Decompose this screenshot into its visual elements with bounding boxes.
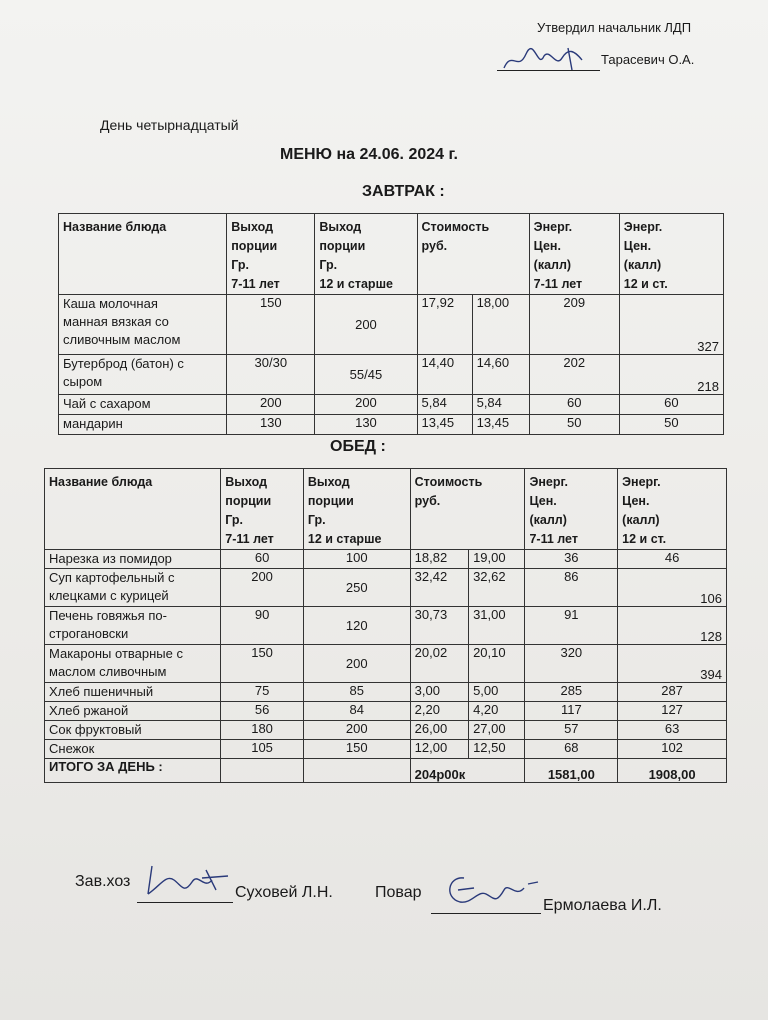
dish-name	[45, 550, 221, 569]
out-young-cell: 56	[221, 702, 304, 721]
energy-young-cell: 91	[525, 607, 618, 645]
header-line: 12 и ст.	[622, 532, 667, 546]
col-out-young-header	[227, 214, 315, 295]
header-line: 7-11 лет	[533, 277, 583, 291]
dish-name-line: Хлеб ржаной	[49, 703, 129, 718]
out-old-cell: 100	[303, 550, 410, 569]
energy-old-cell: 60	[619, 395, 723, 415]
header-line: Энерг.	[533, 220, 573, 234]
dish-name-line: Сок фруктовый	[49, 722, 142, 737]
header-line: 12 и старше	[307, 532, 382, 546]
dish-name-line: Макароны отварные с	[49, 646, 183, 661]
day-label: День четырнадцатый	[100, 117, 239, 133]
table-row	[45, 645, 727, 683]
energy-old-cell: 106	[618, 569, 727, 607]
energy-young-cell: 117	[525, 702, 618, 721]
energy-young-cell: 60	[529, 395, 619, 415]
energy-young-cell: 86	[525, 569, 618, 607]
energy-old-cell: 63	[618, 721, 727, 740]
cost-old-cell: 19,00	[469, 550, 525, 569]
dish-name-line: Хлеб пшеничный	[49, 684, 154, 699]
col-out-old-header	[303, 469, 410, 550]
col-cost-header	[417, 214, 529, 295]
total-row	[45, 759, 727, 783]
dish-name-line: сливочным маслом	[63, 332, 181, 347]
header-line: (калл)	[533, 258, 572, 272]
cost-old-cell: 31,00	[469, 607, 525, 645]
dish-name	[45, 683, 221, 702]
table-row	[45, 702, 727, 721]
col-name-header: Название блюда	[59, 214, 227, 295]
out-young-cell: 60	[221, 550, 304, 569]
dish-name	[59, 395, 227, 415]
out-young-cell: 200	[227, 395, 315, 415]
header-line: порции	[307, 494, 354, 508]
out-young-cell: 180	[221, 721, 304, 740]
cost-young-cell: 2,20	[410, 702, 468, 721]
cost-young-cell: 30,73	[410, 607, 468, 645]
header-line: порции	[319, 239, 366, 253]
lunch-heading: ОБЕД :	[330, 438, 386, 455]
total-energy-young: 1581,00	[525, 759, 618, 783]
dish-name	[45, 569, 221, 607]
header-line: порции	[225, 494, 272, 508]
cost-old-cell: 18,00	[472, 295, 529, 355]
cost-young-cell: 14,40	[417, 355, 472, 395]
out-old-cell: 200	[303, 645, 410, 683]
dish-name	[45, 702, 221, 721]
energy-young-cell: 202	[529, 355, 619, 395]
header-line: (калл)	[623, 258, 662, 272]
dish-name-line: манная вязкая со	[63, 314, 169, 329]
out-old-cell: 55/45	[315, 355, 417, 395]
header-row	[45, 469, 727, 550]
out-young-cell: 75	[221, 683, 304, 702]
storekeeper-signature-icon	[140, 860, 235, 900]
cost-old-cell: 5,00	[469, 683, 525, 702]
col-energy-old-header	[618, 469, 727, 550]
breakfast-heading: ЗАВТРАК :	[362, 183, 445, 200]
lunch-table	[44, 468, 727, 783]
energy-old-cell: 394	[618, 645, 727, 683]
energy-old-cell: 102	[618, 740, 727, 759]
header-line: 7-11 лет	[529, 532, 578, 546]
out-young-cell: 105	[221, 740, 304, 759]
header-line: Гр.	[231, 258, 249, 272]
dish-name-line: Суп картофельный с	[49, 570, 175, 585]
breakfast-table	[58, 213, 724, 435]
out-old-cell: 85	[303, 683, 410, 702]
header-line: Гр.	[319, 258, 338, 272]
cost-young-cell: 5,84	[417, 395, 472, 415]
header-line: Цен.	[533, 239, 561, 253]
col-energy-young-header	[525, 469, 618, 550]
out-old-cell: 200	[303, 721, 410, 740]
cost-old-cell: 27,00	[469, 721, 525, 740]
energy-old-cell: 46	[618, 550, 727, 569]
out-old-cell: 150	[303, 740, 410, 759]
total-empty-cell	[221, 759, 304, 783]
total-cost: 204р00к	[410, 759, 525, 783]
out-young-cell: 30/30	[227, 355, 315, 395]
cost-young-cell: 12,00	[410, 740, 468, 759]
col-name-header: Название блюда	[45, 469, 221, 550]
out-young-cell: 130	[227, 415, 315, 435]
dish-name-line: Печень говяжья по-	[49, 608, 167, 623]
dish-name-line: мандарин	[63, 416, 123, 431]
header-line: 7-11 лет	[231, 277, 280, 291]
dish-name	[45, 645, 221, 683]
approver-line: Утвердил начальник ЛДП	[537, 20, 692, 35]
cost-young-cell: 20,02	[410, 645, 468, 683]
out-young-cell: 150	[227, 295, 315, 355]
cook-signature-line	[431, 913, 541, 914]
header-line: Гр.	[307, 513, 326, 527]
cost-young-cell: 17,92	[417, 295, 472, 355]
total-energy-old: 1908,00	[618, 759, 727, 783]
header-line: порции	[231, 239, 278, 253]
header-row	[59, 214, 724, 295]
header-line: Выход	[231, 220, 273, 234]
header-line: 7-11 лет	[225, 532, 274, 546]
energy-old-cell: 327	[619, 295, 723, 355]
out-old-cell: 250	[303, 569, 410, 607]
cost-old-cell: 14,60	[472, 355, 529, 395]
out-old-cell: 200	[315, 295, 417, 355]
out-old-cell: 200	[315, 395, 417, 415]
table-row	[59, 355, 724, 395]
dish-name	[45, 721, 221, 740]
header-line: Цен.	[623, 239, 652, 253]
table-row	[45, 569, 727, 607]
cook-signature-icon	[438, 868, 543, 914]
dish-name	[45, 607, 221, 645]
energy-young-cell: 320	[525, 645, 618, 683]
table-row	[45, 607, 727, 645]
cost-young-cell: 26,00	[410, 721, 468, 740]
col-energy-old-header	[619, 214, 723, 295]
out-young-cell: 200	[221, 569, 304, 607]
storekeeper-name: Суховей Л.Н.	[235, 884, 333, 901]
cost-young-cell: 32,42	[410, 569, 468, 607]
cost-old-cell: 4,20	[469, 702, 525, 721]
energy-young-cell: 285	[525, 683, 618, 702]
dish-name-line: Снежок	[49, 741, 95, 756]
header-line: Цен.	[529, 494, 557, 508]
table-row	[45, 550, 727, 569]
cost-old-cell: 13,45	[472, 415, 529, 435]
header-line: Гр.	[225, 513, 243, 527]
header-line: Выход	[307, 475, 350, 489]
dish-name-line: клецками с курицей	[49, 588, 169, 603]
storekeeper-label: Зав.хоз	[75, 873, 131, 890]
table-row	[45, 740, 727, 759]
cook-name: Ермолаева И.Л.	[543, 897, 662, 914]
header-line: Стоимость	[421, 220, 490, 234]
header-line: Выход	[319, 220, 362, 234]
dish-name	[59, 415, 227, 435]
energy-young-cell: 50	[529, 415, 619, 435]
col-out-young-header	[221, 469, 304, 550]
cost-young-cell: 3,00	[410, 683, 468, 702]
col-energy-young-header	[529, 214, 619, 295]
out-old-cell: 84	[303, 702, 410, 721]
out-young-cell: 90	[221, 607, 304, 645]
header-line: Энерг.	[622, 475, 661, 489]
header-line: Выход	[225, 475, 268, 489]
dish-name-line: Бутерброд (батон) с	[63, 356, 184, 371]
out-young-cell: 150	[221, 645, 304, 683]
dish-name-line: Нарезка из помидор	[49, 551, 172, 566]
header-line: Цен.	[622, 494, 650, 508]
energy-young-cell: 57	[525, 721, 618, 740]
energy-old-cell: 50	[619, 415, 723, 435]
storekeeper-signature-line	[137, 902, 233, 903]
approver-signature-line	[497, 70, 600, 71]
header-line: руб.	[421, 239, 448, 253]
header-line: 12 и ст.	[623, 277, 668, 291]
header-line: Энерг.	[623, 220, 663, 234]
header-line: (калл)	[529, 513, 567, 527]
page-title: МЕНЮ на 24.06. 2024 г.	[280, 146, 458, 163]
cook-label: Повар	[375, 884, 422, 901]
energy-young-cell: 36	[525, 550, 618, 569]
col-cost-header	[410, 469, 525, 550]
dish-name-line: Чай с сахаром	[63, 396, 151, 411]
table-row	[59, 295, 724, 355]
cost-young-cell: 13,45	[417, 415, 472, 435]
cost-old-cell: 5,84	[472, 395, 529, 415]
dish-name-line: строгановски	[49, 626, 129, 641]
table-row	[45, 683, 727, 702]
dish-name-line: сыром	[63, 374, 103, 389]
out-old-cell: 120	[303, 607, 410, 645]
total-label: ИТОГО ЗА ДЕНЬ :	[45, 759, 221, 783]
col-out-old-header	[315, 214, 417, 295]
energy-old-cell: 218	[619, 355, 723, 395]
dish-name	[59, 355, 227, 395]
table-row	[59, 415, 724, 435]
table-row	[45, 721, 727, 740]
energy-old-cell: 127	[618, 702, 727, 721]
cost-young-cell: 18,82	[410, 550, 468, 569]
energy-old-cell: 128	[618, 607, 727, 645]
cost-old-cell: 32,62	[469, 569, 525, 607]
header-line: (калл)	[622, 513, 660, 527]
dish-name-line: маслом сливочным	[49, 664, 167, 679]
cost-old-cell: 12,50	[469, 740, 525, 759]
header-line: руб.	[414, 494, 441, 508]
energy-young-cell: 209	[529, 295, 619, 355]
table-row	[59, 395, 724, 415]
energy-young-cell: 68	[525, 740, 618, 759]
energy-old-cell: 287	[618, 683, 727, 702]
header-line: 12 и старше	[319, 277, 393, 291]
header-line: Стоимость	[414, 475, 483, 489]
dish-name-line: Каша молочная	[63, 296, 158, 311]
out-old-cell: 130	[315, 415, 417, 435]
cost-old-cell: 20,10	[469, 645, 525, 683]
header-line: Энерг.	[529, 475, 568, 489]
total-empty-cell	[303, 759, 410, 783]
approver-name: Тарасевич О.А.	[601, 52, 695, 67]
dish-name	[45, 740, 221, 759]
dish-name	[59, 295, 227, 355]
